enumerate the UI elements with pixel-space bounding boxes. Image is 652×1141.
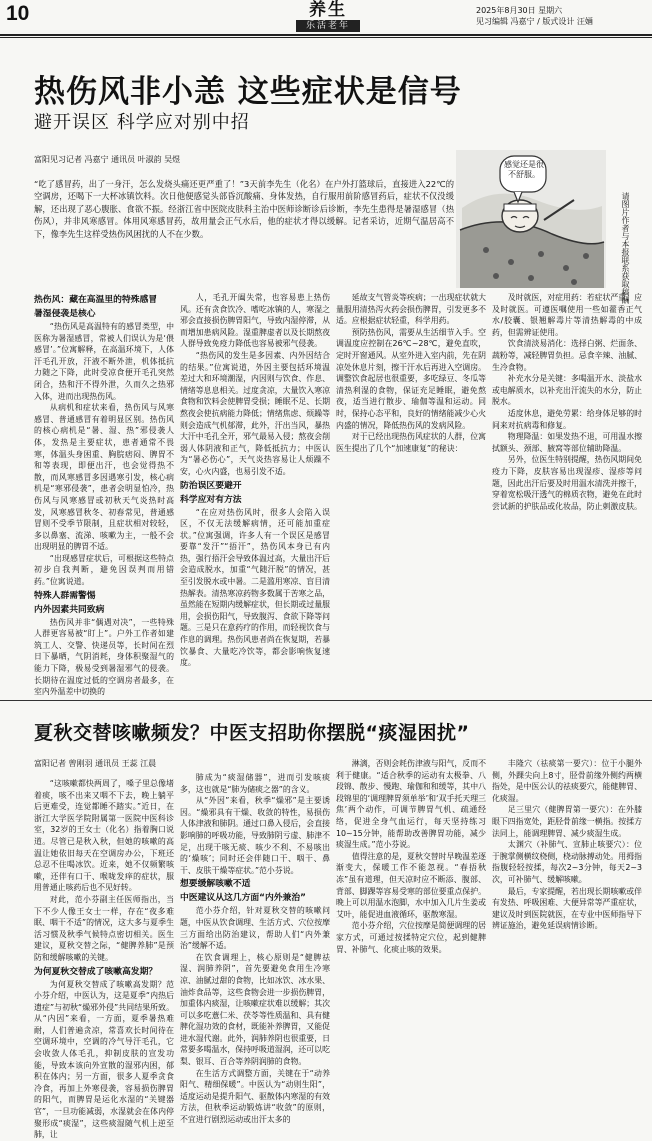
paragraph: 在饮食调理上，核心原则是“健脾祛湿、润肺养阴”，首先要避免食用生冷寒凉、油腻过甜的食物，比如冰饮、冰水果、油炸食品等，这些食物会进一步损伤脾胃，加重体内痰湿，让咳嗽症状难以缓解；其次可以多吃薏仁米、茯苓等性质温和、具有健脾化湿功效的食材，既能补养脾胃，又能促进水湿代谢。此外，润肺养阴也很重要，日常要多喝温水，保持呼吸道湿润，还可以吃梨、银耳、百合等养阴润肺的食物。 [180, 952, 330, 1067]
article2-subheading: 中医建议从这几方面“内外兼治” [180, 893, 306, 904]
paragraph: 对此，范小芬副主任医师指出，当下不少人像王女士一样，存在“夜多难眠、咽干不适”的情况，这大多与夏季生活习惯及秋季气候特点密切相关。医生建议，夏秋交替之际，“健脾养肺”是预防和缓解咳嗽的关键。 [34, 894, 174, 962]
paragraph: 饮食清淡易消化：选择白粥、烂面条、蔬粉等，减轻脾胃负担。忌食辛辣、油腻、生冷食物。 [492, 339, 642, 372]
article1-column-4 [492, 292, 642, 684]
paragraph: 从“外因”来看，秋季“燥邪”是主要诱因。“燥邪具有干燥、收敛的特性，易损伤人体津液和肺阴。通过口鼻入侵后，会直接影响肺的呼吸功能，导致肺阴亏虚、肺津不足，出现干咳无痰、咳少不利、不易咳出的‘燥咳’；同时还会伴随口干、咽干、鼻干、皮肤干燥等症状。”范小芬说。 [180, 796, 330, 875]
paragraph: 从病机和症状来看，热伤风与风寒感冒、普通感冒有着明显区别。热伤风的核心病机是“暑、湿、热”邪侵袭人体，发热是主要症状，患者通常不畏寒，体温头身困重、胸脘痞闷、脾胃不和等表现，即便出汗，也会觉得热不散，而风寒感冒多因遇寒引发，核心病机是“寒邪侵袭”，患者会明显怕冷，热伤风与风寒感冒或初秋天气炎热时高发，风寒感冒秋冬、初春常见，普通感冒则不受季节限制，且症状相对较轻，多以鼻塞、流涕、咳嗽为主，一般不会出现明显的脾胃不适。 [34, 403, 174, 552]
article1-column-1 [34, 292, 174, 697]
paragraph: 值得注意的是，夏秋交替时早晚温差逐渐变大，保暖工作不能忽视。“春捂秋冻”虽有道理，但天凉时应不断添、腹部、背部、脚踝等容易受寒的部位要重点保护。晚上可以用温水泡脚，水中加入几片生姜或艾叶，能促进血液循环，驱散寒湿。 [336, 851, 486, 919]
paragraph: 足三里穴（健脾胃第一要穴）：在外膝眼下四指宽处，距胫骨前缘一横指。按揉方法同上，能调理脾胃、减少痰湿生成。 [492, 805, 642, 838]
article2-headline: 夏秋交替咳嗽频发？中医支招助你摆脱“痰湿困扰” [34, 722, 470, 744]
paragraph: 及时就医，对症用药：若症状严重，应及时就医。可遵医嘱使用一些如藿香正气水/胶囊、银翘解毒片等清热解毒的中成药，但需辨证使用。 [492, 293, 642, 337]
article-divider [0, 700, 652, 701]
paragraph: 肺成为“痰湿储器”，进而引发咳痰多，这也就是“肺为储痰之器”的含义。 [180, 773, 330, 794]
article1-subhead: 避开误区 科学应对别中招 [34, 112, 250, 133]
paragraph: 适度休息，避免劳累：给身体足够的时间来对抗病毒和修复。 [492, 408, 642, 430]
paragraph: 在生活方式调整方面，关键在于“动养阳气、精细保暖”。中医认为“动则生阳”，适度运动是提升阳气、驱散体内寒湿的有效方法，但秋季运动锻炼讲“收敛”的原则，不宜进行剧烈运动或出汗太多的 [180, 1068, 330, 1125]
article1-subheading: 科学应对有方法 [180, 494, 242, 505]
article2-column-2 [180, 772, 330, 1125]
article1-byline: 富阳见习记者 冯嘉宁 通讯员 叶淑韵 吴煜 [34, 155, 181, 164]
forehead-towel [504, 204, 536, 211]
paragraph: 物理降温：如果发热不退，可用温水擦拭额头、颈部、腋窝等部位辅助降温。 [492, 432, 642, 453]
paragraph: 范小芬介绍，针对夏秋交替的咳嗽问题，中医从饮食调理、生活方式、穴位按摩三方面给出防治建议，帮助人们“内外兼治”缓解不适。 [180, 906, 330, 951]
paragraph: “在应对热伤风时，很多人会陷入误区，不仅无法缓解病情，还可能加重症状。”位寓强调，许多人有一个误区是感冒要靠“发汗”“捂汗”，热伤风本身已有内热，强行捂汗会导致体温过高，大量出汗后会造成脱水，加重“气随汗脱”的情况，甚至引发脱水或中暑。二是滥用寒凉、盲目清热解表。清热寒凉药物多数属于苦寒之品，虽然能在短期内缓解症状，但长期或过量服用，会损伤阳气，导致腹泻、食欲下降等问题。三是只在意药疗的作用，而轻视饮食与作息的调理。热伤风患者尚在恢复期，若暴饮暴食、大量吃冷饮等，都会影响恢复速度。 [180, 507, 330, 668]
article1-headline: 热伤风非小恙 这些症状是信号 [34, 74, 462, 110]
article1-subheading: 防治误区要避开 [180, 480, 242, 491]
paragraph: 最后，专家提醒，若出现长期咳嗽或伴有发热、呼吸困难、大便异常等严重症状，建议及时到医院就医，在专业中医师指导下辨证施治，避免延误病情诊断。 [492, 886, 642, 931]
paragraph: 热伤风并非“偶遇对决”，一些特殊人群更容易被“盯上”。户外工作者如建筑工人、交警、快递员等，长时间在烈日下暴晒，气阴消耗，身体积聚湿气的能力下降，极易受到暑湿邪气的侵袭。长期待在温度过低的空调房者最多，在室内外温差中切换的 [34, 617, 174, 697]
article1-subheading: 暑湿侵袭是核心 [34, 309, 96, 319]
article2-column-3 [336, 758, 486, 1022]
paragraph: 太渊穴（补肺气、宣肺止咳要穴）：位于腕掌侧横纹桡侧，桡动脉搏动处。用拇指指腹轻轻按揉，每次2~3分钟，每天2~3次，可补肺气、缓解咳嗽。 [492, 840, 642, 884]
bed-cartoon-illustration [456, 150, 606, 288]
issue-date: 2025年8月30日 星期六 [476, 6, 563, 15]
article2-column-1 [34, 778, 174, 1140]
paragraph: “出现感冒症状后，可根据这些特点初步自我判断，避免因误判而用错药。”位寓说道。 [34, 553, 174, 587]
article1-column-3 [336, 292, 486, 684]
paragraph: 丰隆穴（祛痰第一要穴）：位于小腿外侧，外踝尖向上8寸，胫骨前缘外侧约两横指处，是中医公认的祛痰要穴，能健脾胃、化痰湿。 [492, 759, 642, 803]
page-number: 10 [6, 2, 30, 25]
section-title: 养生 [309, 0, 347, 20]
paragraph: 补充水分是关键：多喝温开水、淡盐水或电解质水，以补充出汗流失的水分，防止脱水。 [492, 374, 642, 407]
paragraph: “热伤风的发生是多因素、内外因结合的结果。”位寓说道，外因主要包括环境温差过大和环境潮湿，内因则与饮食、作息、情绪等息息相关。过度贪凉，大量饮入寒凉食物和饮料会使脾胃受损；睡眠不足、长期熬夜会使抗病能力降低；情绪焦虑、烦躁等则会造成气机郁滞，此外，汗出当风，暴热大汗中毛孔全开，邪气最易入侵；熬夜会削弱人体阴液和正气，降低抵抗力；中医认为“暑必伤心”，天气炎热容易让人烦躁不安，心火内盛，也易引发不适。 [180, 350, 330, 476]
paragraph: 预防热伤风，需要从生活细节入手。空调温度应控制在26℃~28℃，避免直吹，定时开窗通风。从室外进入室内前，先在阴凉处休息片刻，擦干汗水后再进入空调房。调整饮食起居也很重要，多吃绿豆、冬瓜等清热利湿的食物，保证充足睡眠，避免熬夜，适当进行散步、瑜伽等温和运动。同时，保持心态平和，良好的情绪能减少心火内盛的情况，降低热伤风的发病风险。 [336, 327, 486, 430]
paragraph: “热伤风是高温特有的感冒类型，中医称为暑湿感冒，常被人们误认为是‘偎感冒’。”位寓解释，在高温环境下，人体汗毛孔开放，汗液不断外泄，机体抵抗力随之下降，此时受凉食便开毛孔突然闭合，热和汗不得外泄，久而久之热邪入体，进而出现热伤风。 [34, 322, 174, 401]
article1-subheading: 热伤风：藏在高温里的特殊感冒 [34, 295, 158, 305]
article1-column-2 [180, 292, 330, 684]
paragraph: 延故支气管炎等疾病；一出现症状就大量服用清热泻火药会损伤脾胃，引发更多不适。应根据症状轻重，科学用药。 [336, 293, 486, 326]
paragraph: “这咳嗽都快两周了，嗓子里总像堵着痰，咳不出来又咽不下去，晚上躺平后更难受，连觉都睡不踏实。”近日，在浙江大学医学院附属第一医院中医科诊室，32岁的王女士（化名）指着胸口说道。尽管已是秋入秋，但她的咳嗽的高温让她依旧每天在空调房办公，下班还总忍不住喝冰饮。近来，她不仅频繁咳嗽，还伴有口干、喉咙发痒的症状，服用普通止咳药后也不见好转。 [34, 779, 174, 893]
paragraph: 另外，位医生特别提醒，热伤风期间免疫力下降，皮肤容易出现湿疹、湿疹等问题，因此出汗后要及时用温水清洗并擦干，穿着宽松吸汗透气的棉质衣物，避免在此时尝试新的护肤品或化妆品，防止刺激皮肤。 [492, 455, 642, 511]
header-rule-thin [0, 37, 652, 38]
paragraph: 淋漓，否则会耗伤津液与阳气，反而不利于健康。“适合秋季的运动有太极拳、八段锦、散步、慢跑、瑜伽和和缓等，其中八段锦里的‘调理脾胃须单举’和‘双手托天理三焦’两个动作，可调节脾胃气机、疏通经络，促进全身气血运行，每天坚持练习10~15分钟，能帮助改善脾胃功能，减少痰湿生成。”范小芬说。 [336, 759, 486, 850]
section-masthead [296, 1, 360, 32]
speech-bubble-text: 感觉还是很不舒服。 [504, 160, 544, 179]
paragraph: 为何夏秋交替成了咳嗽高发期？范小芬介绍，中医认为，这是夏季“内热后遗症”与初秋“燥邪外侵”共同结果所致。从“内因”来看，一方面，夏季暑热难耐，人们普遍贪凉，常喜欢长时间待在空调环境中，空调的冷气导汗毛孔，它会收敛人体毛孔，抑制皮肤的宣发功能，导致本该向外宣散的湿邪内困，郁积在体内；另一方面，很多人夏季贪食冷食，再加上外寒侵袭，容易损伤脾胃的阳气，而脾胃是运化水湿的“关键器官”，一旦功能减弱，水湿就会在体内停聚形成“痰湿”，这些痰湿随气机上逆至肺，让 [34, 979, 174, 1140]
editor-credits: 见习编辑 冯嘉宁 / 版式设计 汪婳 [476, 17, 593, 26]
header-rule [0, 34, 652, 36]
article1-subheading: 内外因素共同致病 [34, 604, 105, 615]
article1-subheading: 特殊人群需警惕 [34, 590, 96, 601]
article2-byline: 富阳记者 曾刚羽 通讯员 王蕊 江晨 [34, 759, 157, 768]
article2-subheading: 想要缓解咳嗽不适 [180, 879, 251, 890]
illustration-credit: 请图片作者与本报联系获取稿酬 [621, 192, 630, 304]
article2-subheading: 为何夏秋交替成了咳嗽高发期？ [34, 966, 158, 977]
paragraph: 对于已经出现热伤风症状的人群，位寓医生提出了几个“加速康复”的秘诀： [336, 432, 486, 453]
header-meta [476, 5, 646, 27]
paragraph: 范小芬介绍，穴位按摩是简便调理的居家方式，可通过按揉特定穴位，起到健脾胃、补肺气、化痰止咳的效果。 [336, 921, 486, 954]
section-badge: 乐活老年 [296, 20, 360, 32]
paragraph: 人，毛孔开阖失常，也容易患上热伤风。还有贪食饮冷、嗜吃冰镇的人，寒湿之邪会直接损伤脾胃阳气，导致内湿停滞，从而增加患病风险。湿重脾虚者以及长期熬夜人群导致免疫力降低也容易被邪气侵袭。 [180, 293, 330, 349]
article2-column-4 [492, 758, 642, 1022]
article1-intro: “吃了感冒药，出了一身汗，怎么发烧头痛还更严重了！”3天前李先生（化名）在户外打篮球后，直接进入22℃的空调房，还喝下一大杯冰镇饮料。次日他便感觉头部昏沉酸痛、身体发热，自行服用前阶感冒药后，症状不仅没缓解，还出现了恶心腹胀、食欲不振。经浙江省中医院皮肤科主治中医师诊断诊后诊断，李先生患得是暑湿感冒（热伤风），并非风寒感冒。体用风寒感冒药，故用量会正气水后，他的症状才得以缓解。记者采访，近期气温居高不下，像李先生这样受热伤风困扰的人不在少数。 [34, 179, 454, 239]
